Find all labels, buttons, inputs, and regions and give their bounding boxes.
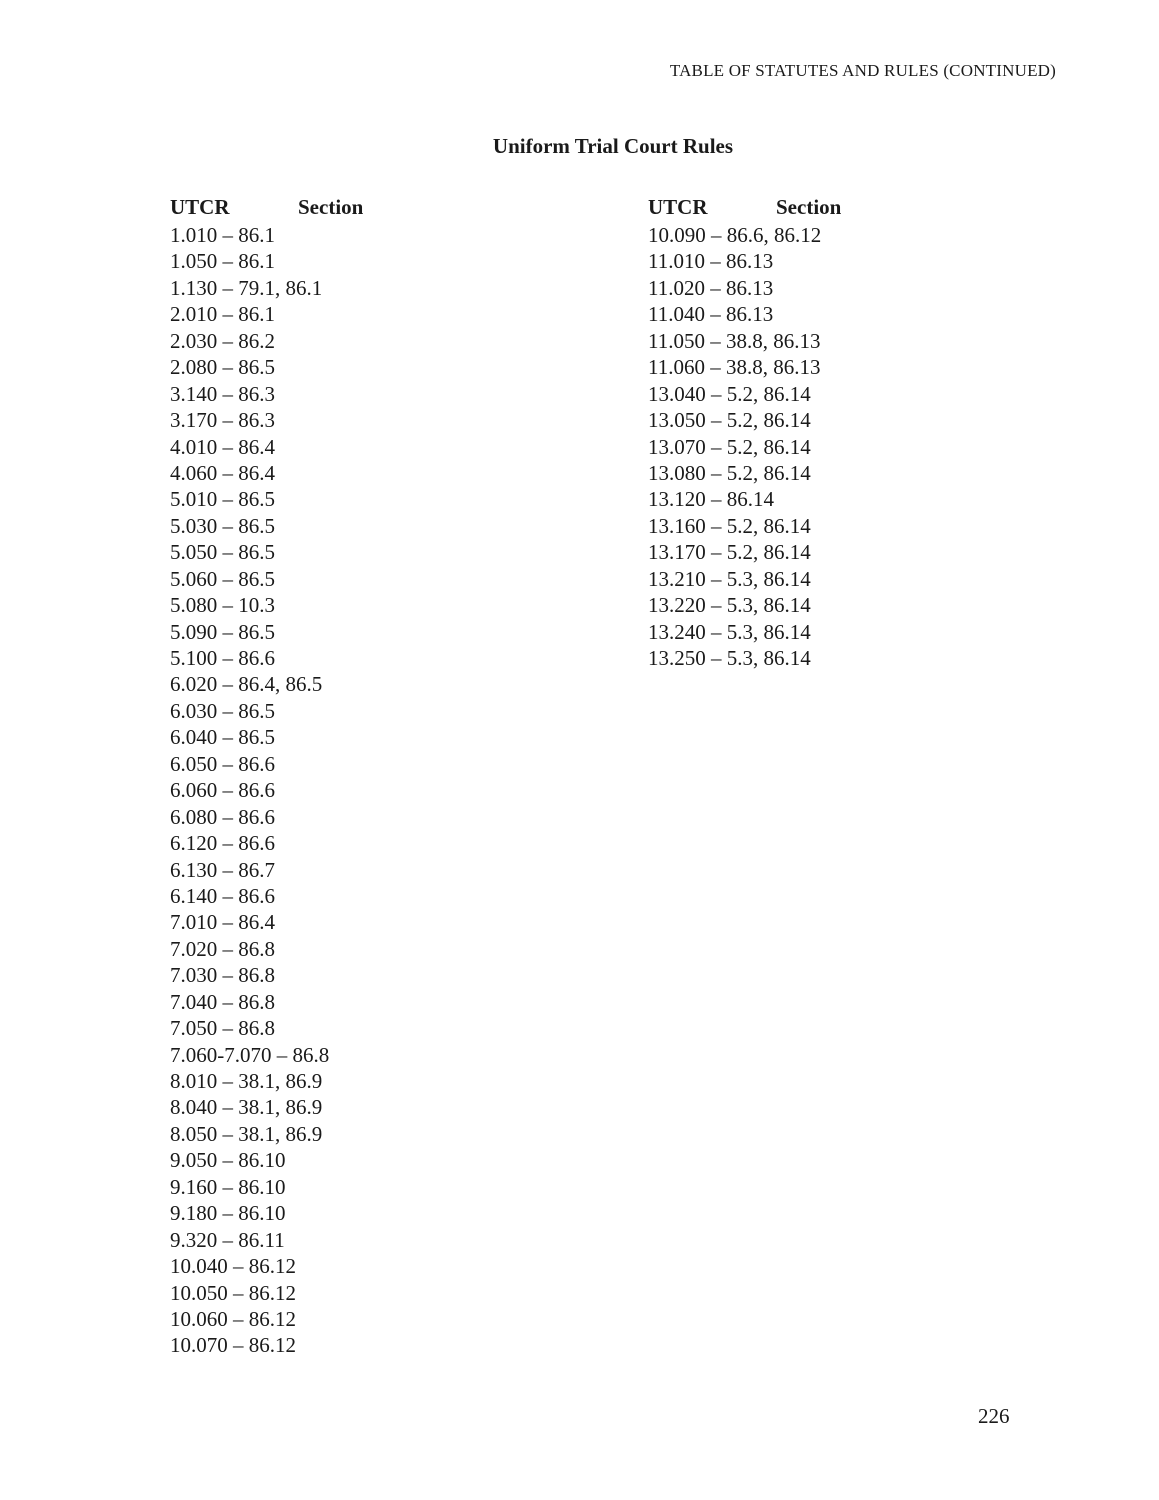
rule-entry: 10.070 – 86.12: [170, 1333, 296, 1358]
right-column-header: [648, 195, 1008, 222]
rule-entry: 13.080 – 5.2, 86.14: [648, 460, 811, 485]
rule-entry: 11.050 – 38.8, 86.13: [648, 328, 821, 353]
rule-entry: 6.060 – 86.6: [170, 778, 275, 803]
page-number: 226: [978, 1404, 1010, 1428]
rule-entry: 7.060-7.070 – 86.8: [170, 1042, 330, 1067]
rule-entry: 1.130 – 79.1, 86.1: [170, 275, 323, 300]
rule-entry: 11.040 – 86.13: [648, 302, 774, 327]
rule-entry: 3.140 – 86.3: [170, 381, 275, 406]
rule-entry: 4.060 – 86.4: [170, 460, 275, 485]
rule-entry: 13.070 – 5.2, 86.14: [648, 434, 811, 459]
left-column-header: [170, 195, 530, 222]
right-entry-list: [648, 222, 1008, 671]
rule-entry: 1.050 – 86.1: [170, 249, 275, 274]
rule-entry: 6.030 – 86.5: [170, 698, 275, 723]
rule-entry: 11.020 – 86.13: [648, 275, 774, 300]
rule-entry: 5.050 – 86.5: [170, 540, 275, 565]
rule-entry: 2.030 – 86.2: [170, 328, 275, 353]
rule-entry: 5.030 – 86.5: [170, 513, 275, 538]
rule-entry: 7.030 – 86.8: [170, 963, 275, 988]
rule-entry: 5.080 – 10.3: [170, 593, 275, 618]
rule-entry: 6.140 – 86.6: [170, 883, 275, 908]
rule-entry: 2.080 – 86.5: [170, 355, 275, 380]
rule-entry: 11.010 – 86.13: [648, 249, 774, 274]
rule-entry: 10.040 – 86.12: [170, 1254, 296, 1279]
utcr-column-label: UTCR: [648, 195, 708, 219]
rule-entry: 13.250 – 5.3, 86.14: [648, 646, 811, 670]
rule-entry: 10.050 – 86.12: [170, 1280, 296, 1305]
right-column: [648, 195, 1008, 671]
section-column-label: Section: [298, 195, 364, 219]
rule-entry: 13.040 – 5.2, 86.14: [648, 381, 811, 406]
section-title: Uniform Trial Court Rules: [492, 134, 734, 158]
rule-entry: 6.130 – 86.7: [170, 857, 275, 882]
rule-entry: 6.040 – 86.5: [170, 725, 275, 750]
rule-entry: 3.170 – 86.3: [170, 408, 275, 433]
rule-entry: 7.050 – 86.8: [170, 1016, 275, 1041]
rule-entry: 10.090 – 86.6, 86.12: [648, 223, 822, 247]
rule-entry: 13.170 – 5.2, 86.14: [648, 540, 811, 565]
rule-entry: 6.020 – 86.4, 86.5: [170, 672, 323, 697]
rule-entry: 9.180 – 86.10: [170, 1201, 286, 1226]
rule-entry: 11.060 – 38.8, 86.13: [648, 355, 821, 380]
left-entry-list: [170, 222, 530, 1359]
rule-entry: 9.320 – 86.11: [170, 1227, 285, 1252]
rule-entry: 1.010 – 86.1: [170, 223, 275, 247]
rule-entry: 7.010 – 86.4: [170, 910, 275, 935]
rule-entry: 13.240 – 5.3, 86.14: [648, 619, 811, 644]
rule-entry: 13.120 – 86.14: [648, 487, 774, 512]
rule-entry: 8.010 – 38.1, 86.9: [170, 1069, 323, 1093]
rule-entry: 7.020 – 86.8: [170, 936, 275, 961]
rule-entry: 4.010 – 86.4: [170, 434, 275, 459]
utcr-column-label: UTCR: [170, 195, 230, 219]
rule-entry: 13.050 – 5.2, 86.14: [648, 408, 811, 433]
rule-entry: 5.100 – 86.6: [170, 646, 275, 670]
rule-entry: 13.160 – 5.2, 86.14: [648, 513, 811, 538]
rule-entry: 6.080 – 86.6: [170, 804, 275, 829]
rule-entry: 2.010 – 86.1: [170, 302, 275, 327]
rule-entry: 5.010 – 86.5: [170, 487, 275, 512]
rule-entry: 10.060 – 86.12: [170, 1306, 296, 1331]
rule-entry: 5.090 – 86.5: [170, 619, 275, 644]
rule-entry: 8.040 – 38.1, 86.9: [170, 1095, 323, 1120]
rule-entry: 9.160 – 86.10: [170, 1174, 286, 1199]
rule-entry: 6.120 – 86.6: [170, 831, 275, 856]
rule-entry: 8.050 – 38.1, 86.9: [170, 1121, 323, 1146]
section-column-label: Section: [776, 195, 842, 219]
rule-entry: 13.220 – 5.3, 86.14: [648, 593, 811, 618]
rule-entry: 6.050 – 86.6: [170, 751, 275, 776]
left-column: [170, 195, 530, 1359]
rule-entry: 7.040 – 86.8: [170, 989, 275, 1014]
rule-entry: 5.060 – 86.5: [170, 566, 275, 591]
rule-entry: 13.210 – 5.3, 86.14: [648, 566, 811, 591]
rule-entry: 9.050 – 86.10: [170, 1148, 286, 1173]
running-header: TABLE OF STATUTES AND RULES (CONTINUED): [669, 61, 1056, 80]
